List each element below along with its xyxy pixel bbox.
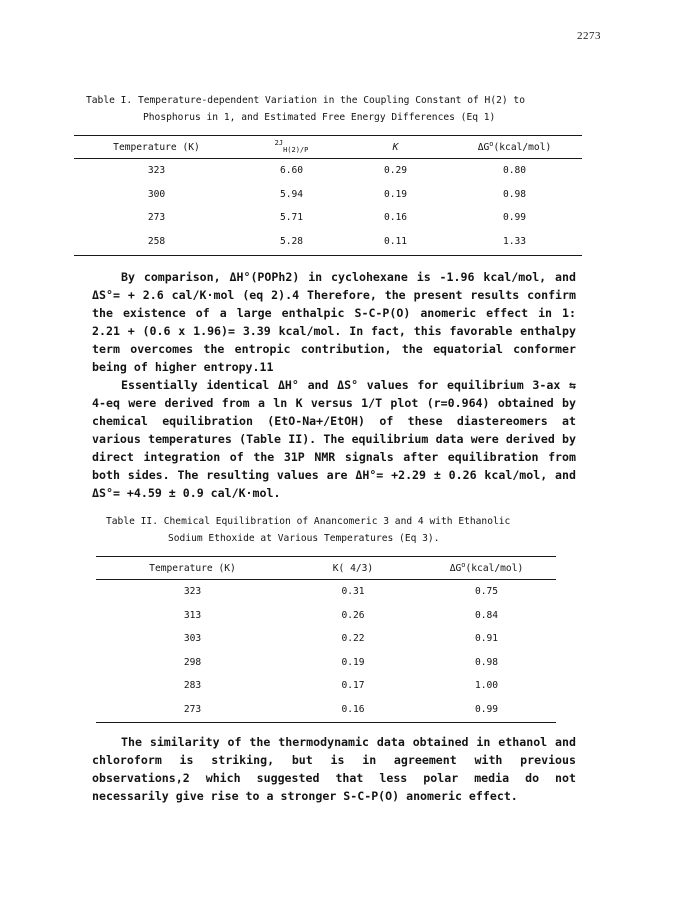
table-2 xyxy=(96,513,556,723)
paragraph-1: By comparison, ΔH°(POPh2) in cyclohexane is -1.96 kcal/mol, and ΔS°= + 2.6 cal/K·mol (eq 2).4 Therefore, the present results confirm the existence of a large enthalpic S-C-P(O) anomeric effect in 1: 2.21 + (0.6 x 1.96)= 3.39 kcal/mol. In fact, this favorable enthalpy term overcomes the entropic contribution, the equatorial conformer being of higher entropy.11 xyxy=(92,270,576,374)
table-1-header-row xyxy=(74,136,582,158)
page-number: 2273 xyxy=(577,30,601,42)
table-row: 300 5.94 0.19 0.98 xyxy=(147,188,527,200)
table-1-caption xyxy=(74,92,582,126)
table-1-header-dg: $\Delta G^o(kcal/mol)$ xyxy=(477,140,552,154)
table-2-bottom-rule xyxy=(96,722,556,723)
table-1-caption-line2: Phosphorus in 1, and Estimated Free Energy Differences (Eq 1) xyxy=(143,112,496,123)
table-row: 323 6.60 0.29 0.80 xyxy=(147,165,527,177)
table-2-body xyxy=(96,580,556,721)
table-row: 273 0.16 0.99 xyxy=(183,703,499,715)
table-1-bottom-rule xyxy=(74,255,582,256)
table-2-caption xyxy=(96,513,556,547)
table-row: 283 0.17 1.00 xyxy=(183,680,499,692)
table-1-grid xyxy=(74,136,582,158)
table-2-caption-line2: Sodium Ethoxide at Various Temperatures (Eq 3). xyxy=(168,533,440,544)
table-row: 273 5.71 0.16 0.99 xyxy=(147,212,527,224)
table-row: 298 0.19 0.98 xyxy=(183,656,499,668)
table-1 xyxy=(74,92,582,256)
table-2-header-temperature: Temperature (K) xyxy=(149,562,236,574)
table-1-body xyxy=(74,159,582,253)
body-text-lower xyxy=(92,733,576,805)
table-1-header-coupling: $^{2J}_{H(2)/P}$ xyxy=(274,139,309,155)
table-2-header-k: K( 4/3) xyxy=(332,562,374,574)
table-2-header-dg: $\Delta G^o(kcal/mol)$ xyxy=(449,561,524,575)
table-row: 303 0.22 0.91 xyxy=(183,633,499,645)
table-2-grid xyxy=(96,557,556,579)
table-1-header-k: K xyxy=(392,141,399,153)
table-1-caption-line1: Table I. Temperature-dependent Variation in the Coupling Constant of H(2) to xyxy=(86,95,525,106)
table-2-caption-line1: Table II. Chemical Equilibration of Anancomeric 3 and 4 with Ethanolic xyxy=(106,516,511,527)
paragraph-3: The similarity of the thermodynamic data obtained in ethanol and chloroform is striking, but is in agreement with previous observations,2 which suggested that less polar media do not necessarily give rise to a stronger S-C-P(O) anomeric effect. xyxy=(92,735,576,803)
table-1-header-temperature: Temperature (K) xyxy=(113,141,200,153)
paragraph-2: Essentially identical ΔH° and ΔS° values for equilibrium 3-ax ⇆ 4-eq were derived from a ln K versus 1/T plot (r=0.964) obtained by chemical equilibration (EtO-Na+/EtOH) of these diastereomers at various temperatures (Table II). The equilibrium data were derived by direct integration of the 31P NMR signals after equilibration from both sides. The resulting values are ΔH°= +2.29 ± 0.26 kcal/mol, and ΔS°= +4.59 ± 0.9 cal/K·mol. xyxy=(92,378,576,500)
body-text-upper xyxy=(92,268,576,502)
table-row: 323 0.31 0.75 xyxy=(183,586,499,598)
table-row: 313 0.26 0.84 xyxy=(183,609,499,621)
table-2-header-row xyxy=(96,557,556,579)
table-row: 258 5.28 0.11 1.33 xyxy=(147,235,527,247)
